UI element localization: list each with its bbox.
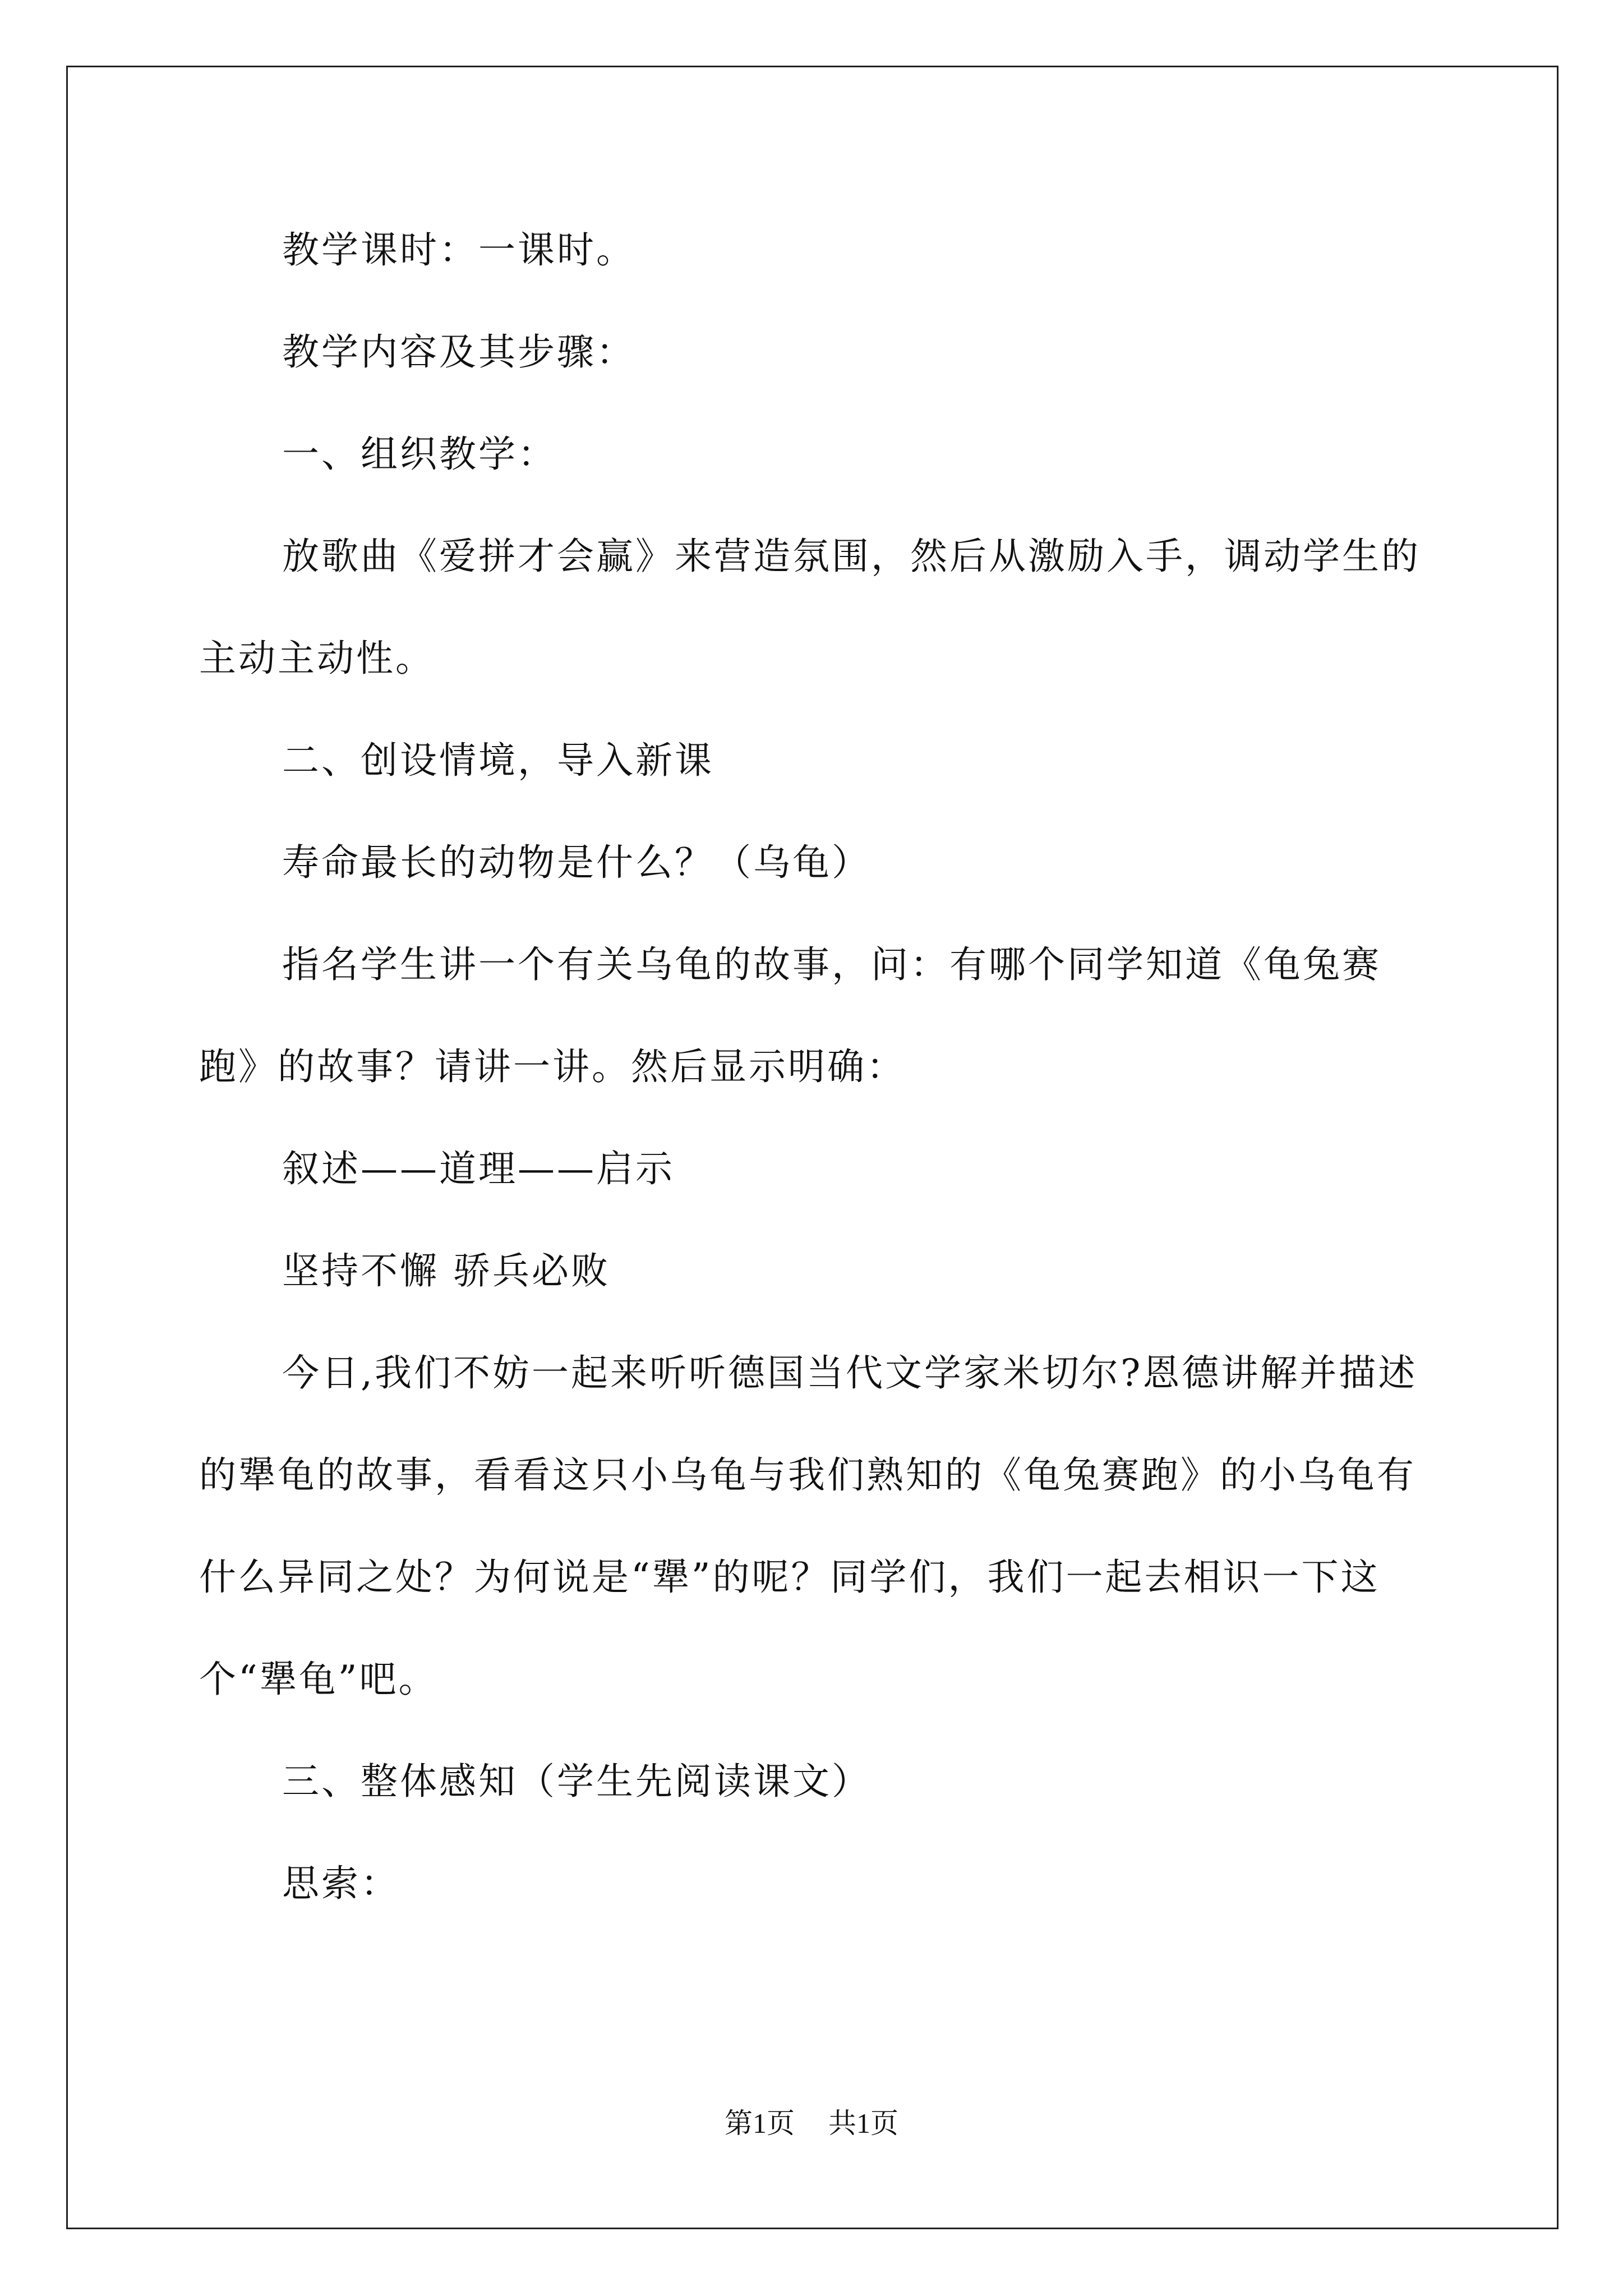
heading-organize-teaching: 一、组织教学： [282,432,557,476]
heading-create-situation: 二、创设情境，导入新课 [282,739,714,782]
paragraph-content-steps: 教学内容及其步骤： [282,330,635,374]
paragraph-play-song: 放歌曲《爱拼才会赢》来营造氛围，然后从激励入手，调动学生的主动主动性。 [199,535,1421,680]
page-number-current: 第1页 [725,2108,795,2139]
paragraph-class-hours: 教学课时：一课时。 [282,228,635,272]
paragraph-narrative-reason: 叙述——道理——启示 [282,1147,675,1190]
paragraph-today-intro: 今日,我们不妨一起来听听德国当代文学家米切尔?恩德讲解并描述的犟龟的故事，看看这只小乌龟与我们熟知的《龟兔赛跑》的小乌龟有什么异同之处？为何说是“犟”的呢？同学们，我们一起去相识一下这个“犟龟”吧。 [199,1351,1418,1701]
paragraph-persevere: 坚持不懈 骄兵必败 [282,1249,610,1292]
paragraph-tortoise-story: 指名学生讲一个有关乌龟的故事，问：有哪个同学知道《龟兔赛跑》的故事？请讲一讲。然后显示明确： [199,943,1381,1088]
paragraph-longest-lived-animal: 寿命最长的动物是什么？（乌龟） [282,841,871,884]
heading-overall-perception: 三、整体感知（学生先阅读课文） [282,1760,871,1803]
document-body [199,199,1438,1935]
paragraph-think: 思索： [282,1862,400,1905]
page-number-total: 共1页 [828,2108,898,2139]
page-footer [0,2101,1623,2141]
